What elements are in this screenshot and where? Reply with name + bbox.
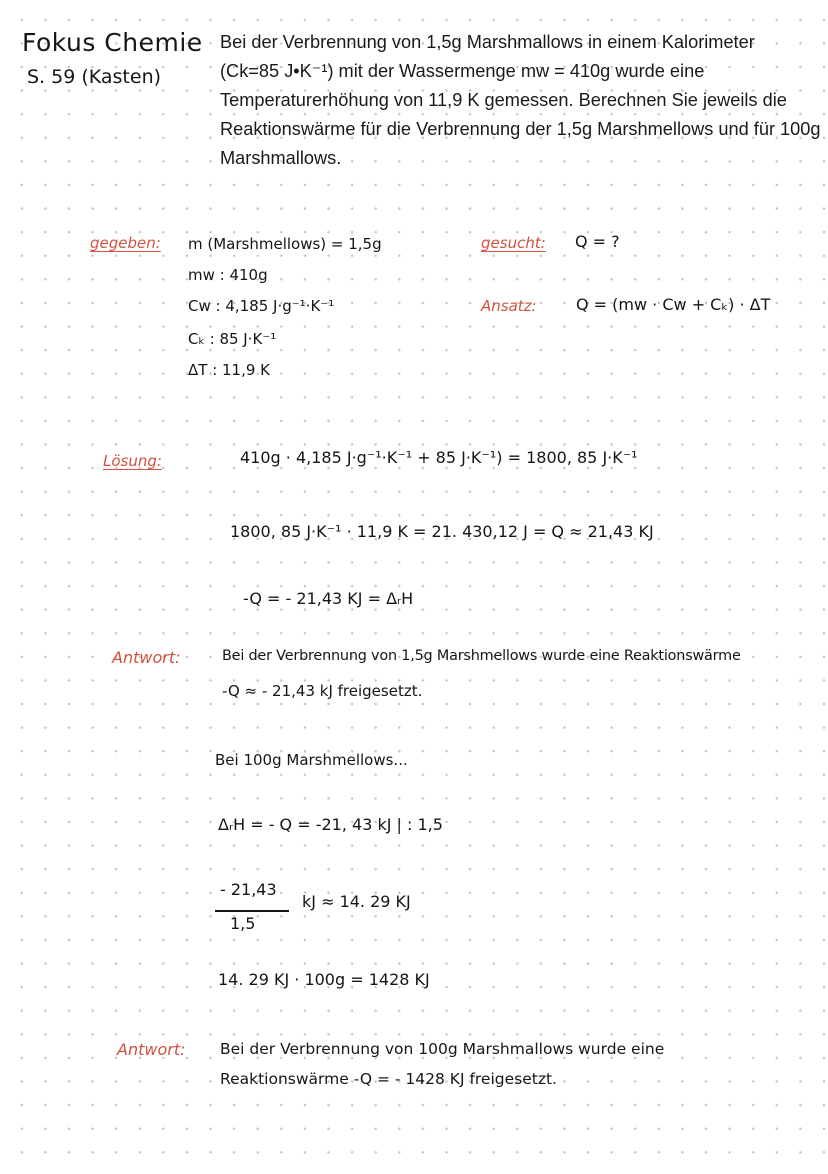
given-item-water-heat-capacity: Cᴡ : 4,185 J·g⁻¹·K⁻¹ xyxy=(188,297,335,315)
sought-label: gesucht: xyxy=(481,234,546,252)
answer-1-line-1: Bei der Verbrennung von 1,5g Marshmellows wurde eine Reaktionswärme xyxy=(222,648,741,664)
answer-1-line-2: -Q ≈ - 21,43 kJ freigesetzt. xyxy=(222,682,423,700)
answer-2-line-2: Reaktionswärme -Q = - 1428 KJ freigesetzt. xyxy=(220,1070,557,1088)
fraction-bar xyxy=(215,910,289,912)
solution-line-3: -Q = - 21,43 KJ = ΔᵣH xyxy=(243,589,414,608)
task-line: Bei der Verbrennung von 1,5g Marshmallows in einem Kalorimeter xyxy=(220,32,755,52)
fraction-result: kJ ≈ 14. 29 KJ xyxy=(302,892,411,911)
fraction-denominator: 1,5 xyxy=(230,914,256,933)
page-reference: S. 59 (Kasten) xyxy=(27,66,162,88)
sought-value: Q = ? xyxy=(575,232,620,251)
part-2-line-1: ΔᵣH = - Q = -21, 43 kJ | : 1,5 xyxy=(218,815,443,834)
solution-line-2: 1800, 85 J·K⁻¹ · 11,9 K = 21. 430,12 J = Q ≈ 21,43 KJ xyxy=(230,522,654,541)
answer-2-label: Antwort: xyxy=(117,1040,186,1059)
page-title: Fokus Chemie xyxy=(22,28,203,57)
given-label: gegeben: xyxy=(90,234,161,252)
given-item-delta-t: ΔT : 11,9 K xyxy=(188,361,271,379)
approach-label: Ansatz: xyxy=(481,297,537,315)
given-item-mass: m (Marshmellows) = 1,5g xyxy=(188,235,382,253)
solution-label: Lösung: xyxy=(103,452,162,470)
task-line: Reaktionswärme für die Verbrennung der 1,5g Marshmellows und für 100g xyxy=(220,119,821,139)
approach-formula: Q = (mᴡ · Cᴡ + Cₖ) · ΔT xyxy=(576,295,771,314)
task-line: Temperaturerhöhung von 11,9 K gemessen. Berechnen Sie jeweils die xyxy=(220,90,787,110)
fraction-numerator: - 21,43 xyxy=(220,880,277,899)
part-2-line-3: 14. 29 KJ · 100g = 1428 KJ xyxy=(218,970,430,989)
solution-line-1: 410g · 4,185 J·g⁻¹·K⁻¹ + 85 J·K⁻¹) = 1800, 85 J·K⁻¹ xyxy=(240,448,638,467)
answer-2-line-1: Bei der Verbrennung von 100g Marshmallows wurde eine xyxy=(220,1040,665,1058)
given-item-calorimeter-constant: Cₖ : 85 J·K⁻¹ xyxy=(188,330,277,348)
task-line: (Ck=85 J•K⁻¹) mit der Wassermenge mᴡ = 410g wurde eine xyxy=(220,61,705,81)
task-text xyxy=(220,28,821,173)
answer-1-label: Antwort: xyxy=(112,648,181,667)
part-2-intro: Bei 100g Marshmellows... xyxy=(215,751,408,769)
given-item-water-mass: mᴡ : 410g xyxy=(188,266,268,284)
task-line: Marshmallows. xyxy=(220,148,342,168)
